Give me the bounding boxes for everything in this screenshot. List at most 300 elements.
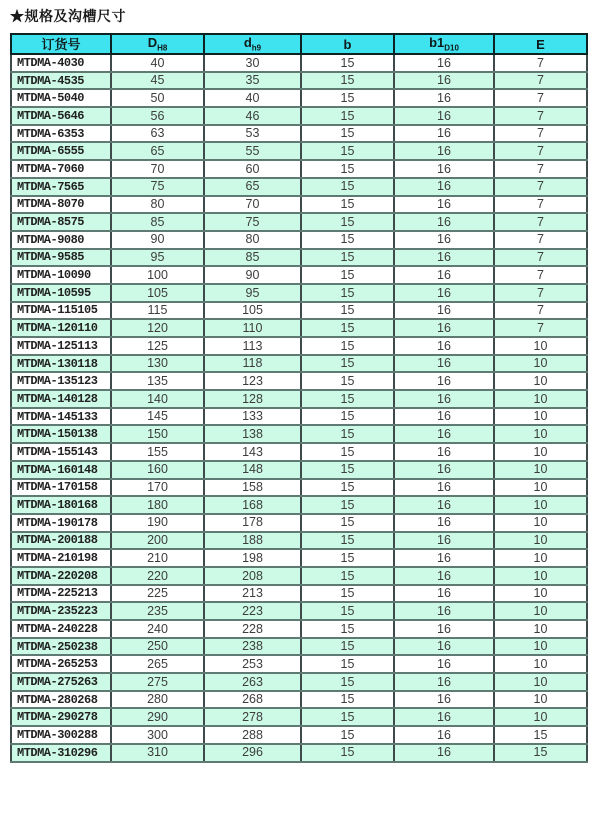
table-row [11, 620, 587, 638]
table-row [11, 54, 587, 72]
cell-order-no: MTDMA-170158 [11, 479, 111, 497]
cell-D: 140 [111, 390, 204, 408]
cell-E: 7 [494, 302, 587, 320]
cell-b1: 16 [394, 638, 494, 656]
table-row [11, 425, 587, 443]
cell-order-no: MTDMA-290278 [11, 708, 111, 726]
cell-d: 128 [204, 390, 301, 408]
cell-b1: 16 [394, 160, 494, 178]
col-header-d [204, 34, 301, 54]
table-row [11, 567, 587, 585]
cell-D: 85 [111, 213, 204, 231]
cell-b: 15 [301, 89, 394, 107]
cell-b1: 16 [394, 89, 494, 107]
cell-E: 7 [494, 160, 587, 178]
cell-order-no: MTDMA-190178 [11, 514, 111, 532]
cell-d: 158 [204, 479, 301, 497]
cell-d: 40 [204, 89, 301, 107]
table-row [11, 196, 587, 214]
cell-b: 15 [301, 532, 394, 550]
cell-b: 15 [301, 638, 394, 656]
cell-D: 250 [111, 638, 204, 656]
cell-b: 15 [301, 602, 394, 620]
cell-b: 15 [301, 408, 394, 426]
cell-b: 15 [301, 372, 394, 390]
col-header-b1 [394, 34, 494, 54]
cell-b1: 16 [394, 390, 494, 408]
cell-D: 70 [111, 160, 204, 178]
cell-b: 15 [301, 691, 394, 709]
cell-d: 168 [204, 496, 301, 514]
cell-order-no: MTDMA-180168 [11, 496, 111, 514]
cell-b1: 16 [394, 319, 494, 337]
cell-order-no: MTDMA-8575 [11, 213, 111, 231]
cell-b1: 16 [394, 514, 494, 532]
cell-order-no: MTDMA-120110 [11, 319, 111, 337]
cell-d: 65 [204, 178, 301, 196]
cell-order-no: MTDMA-310296 [11, 744, 111, 762]
cell-b1: 16 [394, 602, 494, 620]
cell-d: 35 [204, 72, 301, 90]
cell-b: 15 [301, 337, 394, 355]
cell-b1: 16 [394, 213, 494, 231]
cell-d: 46 [204, 107, 301, 125]
cell-b: 15 [301, 425, 394, 443]
cell-D: 135 [111, 372, 204, 390]
cell-D: 145 [111, 408, 204, 426]
cell-E: 7 [494, 142, 587, 160]
cell-b1: 16 [394, 726, 494, 744]
table-row [11, 355, 587, 373]
cell-d: 85 [204, 249, 301, 267]
cell-E: 7 [494, 213, 587, 231]
cell-b1: 16 [394, 479, 494, 497]
cell-E: 10 [494, 691, 587, 709]
cell-b: 15 [301, 673, 394, 691]
cell-order-no: MTDMA-280268 [11, 691, 111, 709]
cell-b1: 16 [394, 585, 494, 603]
cell-E: 10 [494, 425, 587, 443]
cell-b1: 16 [394, 125, 494, 143]
cell-E: 10 [494, 496, 587, 514]
cell-D: 170 [111, 479, 204, 497]
table-row [11, 337, 587, 355]
cell-order-no: MTDMA-155143 [11, 443, 111, 461]
cell-b1: 16 [394, 107, 494, 125]
cell-E: 10 [494, 443, 587, 461]
cell-D: 265 [111, 655, 204, 673]
cell-d: 123 [204, 372, 301, 390]
cell-b: 15 [301, 567, 394, 585]
cell-b1: 16 [394, 655, 494, 673]
cell-E: 10 [494, 532, 587, 550]
cell-D: 225 [111, 585, 204, 603]
table-row [11, 160, 587, 178]
table-row [11, 125, 587, 143]
cell-b1: 16 [394, 691, 494, 709]
cell-D: 63 [111, 125, 204, 143]
cell-D: 56 [111, 107, 204, 125]
cell-order-no: MTDMA-4535 [11, 72, 111, 90]
table-row [11, 479, 587, 497]
cell-E: 10 [494, 372, 587, 390]
cell-E: 10 [494, 585, 587, 603]
cell-E: 7 [494, 266, 587, 284]
cell-D: 75 [111, 178, 204, 196]
cell-b1: 16 [394, 744, 494, 762]
cell-order-no: MTDMA-10090 [11, 266, 111, 284]
cell-D: 300 [111, 726, 204, 744]
cell-b: 15 [301, 620, 394, 638]
cell-d: 188 [204, 532, 301, 550]
cell-D: 275 [111, 673, 204, 691]
table-row [11, 213, 587, 231]
table-row [11, 266, 587, 284]
cell-order-no: MTDMA-6353 [11, 125, 111, 143]
cell-order-no: MTDMA-7060 [11, 160, 111, 178]
cell-d: 55 [204, 142, 301, 160]
col-header-label: b [343, 36, 352, 52]
cell-E: 10 [494, 355, 587, 373]
cell-d: 278 [204, 708, 301, 726]
cell-b: 15 [301, 355, 394, 373]
cell-d: 148 [204, 461, 301, 479]
cell-D: 65 [111, 142, 204, 160]
table-row [11, 443, 587, 461]
cell-E: 10 [494, 638, 587, 656]
cell-b1: 16 [394, 178, 494, 196]
table-row [11, 585, 587, 603]
cell-order-no: MTDMA-300288 [11, 726, 111, 744]
table-row [11, 319, 587, 337]
cell-D: 90 [111, 231, 204, 249]
cell-order-no: MTDMA-9080 [11, 231, 111, 249]
cell-d: 143 [204, 443, 301, 461]
table-row [11, 284, 587, 302]
cell-E: 10 [494, 337, 587, 355]
cell-order-no: MTDMA-8070 [11, 196, 111, 214]
table-row [11, 691, 587, 709]
cell-D: 45 [111, 72, 204, 90]
cell-order-no: MTDMA-225213 [11, 585, 111, 603]
cell-b: 15 [301, 125, 394, 143]
table-row [11, 390, 587, 408]
cell-order-no: MTDMA-115105 [11, 302, 111, 320]
cell-E: 10 [494, 461, 587, 479]
cell-E: 7 [494, 249, 587, 267]
cell-b: 15 [301, 231, 394, 249]
cell-b: 15 [301, 213, 394, 231]
cell-b1: 16 [394, 496, 494, 514]
cell-E: 7 [494, 107, 587, 125]
table-row [11, 514, 587, 532]
cell-b1: 16 [394, 372, 494, 390]
cell-b1: 16 [394, 337, 494, 355]
cell-d: 223 [204, 602, 301, 620]
cell-d: 178 [204, 514, 301, 532]
cell-b1: 16 [394, 408, 494, 426]
cell-b: 15 [301, 443, 394, 461]
cell-b1: 16 [394, 249, 494, 267]
cell-b1: 16 [394, 708, 494, 726]
cell-b: 15 [301, 585, 394, 603]
cell-b: 15 [301, 107, 394, 125]
cell-D: 80 [111, 196, 204, 214]
col-header-label: d [243, 34, 252, 50]
table-row [11, 72, 587, 90]
cell-b1: 16 [394, 266, 494, 284]
cell-D: 210 [111, 549, 204, 567]
cell-b1: 16 [394, 549, 494, 567]
cell-D: 95 [111, 249, 204, 267]
cell-E: 7 [494, 196, 587, 214]
cell-order-no: MTDMA-275263 [11, 673, 111, 691]
cell-b: 15 [301, 549, 394, 567]
section-title: ★规格及沟槽尺寸 [10, 8, 126, 24]
cell-order-no: MTDMA-250238 [11, 638, 111, 656]
cell-b: 15 [301, 726, 394, 744]
cell-D: 190 [111, 514, 204, 532]
cell-b1: 16 [394, 72, 494, 90]
cell-D: 310 [111, 744, 204, 762]
cell-E: 10 [494, 479, 587, 497]
table-row [11, 249, 587, 267]
cell-b1: 16 [394, 302, 494, 320]
cell-order-no: MTDMA-135123 [11, 372, 111, 390]
cell-d: 90 [204, 266, 301, 284]
cell-E: 10 [494, 567, 587, 585]
cell-b: 15 [301, 160, 394, 178]
cell-d: 133 [204, 408, 301, 426]
cell-d: 105 [204, 302, 301, 320]
cell-E: 10 [494, 602, 587, 620]
cell-d: 53 [204, 125, 301, 143]
cell-D: 280 [111, 691, 204, 709]
cell-b1: 16 [394, 461, 494, 479]
cell-b: 15 [301, 461, 394, 479]
cell-b1: 16 [394, 567, 494, 585]
cell-E: 7 [494, 319, 587, 337]
table-row [11, 638, 587, 656]
cell-D: 125 [111, 337, 204, 355]
cell-b1: 16 [394, 443, 494, 461]
table-row [11, 549, 587, 567]
table-row [11, 89, 587, 107]
cell-D: 290 [111, 708, 204, 726]
cell-D: 120 [111, 319, 204, 337]
header-row [11, 34, 587, 54]
cell-D: 40 [111, 54, 204, 72]
table-row [11, 726, 587, 744]
cell-b1: 16 [394, 284, 494, 302]
cell-order-no: MTDMA-5646 [11, 107, 111, 125]
cell-d: 138 [204, 425, 301, 443]
cell-order-no: MTDMA-150138 [11, 425, 111, 443]
cell-order-no: MTDMA-125113 [11, 337, 111, 355]
table-row [11, 107, 587, 125]
cell-order-no: MTDMA-210198 [11, 549, 111, 567]
cell-b: 15 [301, 744, 394, 762]
cell-b: 15 [301, 54, 394, 72]
cell-order-no: MTDMA-200188 [11, 532, 111, 550]
cell-d: 113 [204, 337, 301, 355]
cell-E: 10 [494, 408, 587, 426]
cell-E: 7 [494, 89, 587, 107]
col-header-label: D [147, 34, 158, 50]
cell-b: 15 [301, 390, 394, 408]
cell-order-no: MTDMA-130118 [11, 355, 111, 373]
cell-E: 7 [494, 72, 587, 90]
cell-D: 160 [111, 461, 204, 479]
cell-D: 235 [111, 602, 204, 620]
cell-b1: 16 [394, 425, 494, 443]
cell-d: 30 [204, 54, 301, 72]
cell-D: 200 [111, 532, 204, 550]
cell-D: 50 [111, 89, 204, 107]
cell-E: 7 [494, 125, 587, 143]
cell-order-no: MTDMA-160148 [11, 461, 111, 479]
cell-E: 10 [494, 620, 587, 638]
cell-E: 15 [494, 744, 587, 762]
table-row [11, 408, 587, 426]
cell-b: 15 [301, 196, 394, 214]
cell-d: 75 [204, 213, 301, 231]
cell-b1: 16 [394, 355, 494, 373]
cell-E: 7 [494, 284, 587, 302]
cell-b1: 16 [394, 196, 494, 214]
col-header-D [111, 34, 204, 54]
col-header-label: E [536, 36, 545, 52]
cell-b: 15 [301, 514, 394, 532]
cell-b: 15 [301, 708, 394, 726]
cell-D: 115 [111, 302, 204, 320]
cell-d: 288 [204, 726, 301, 744]
cell-order-no: MTDMA-265253 [11, 655, 111, 673]
cell-d: 296 [204, 744, 301, 762]
cell-b: 15 [301, 302, 394, 320]
cell-order-no: MTDMA-6555 [11, 142, 111, 160]
table-row [11, 673, 587, 691]
cell-b: 15 [301, 266, 394, 284]
cell-order-no: MTDMA-4030 [11, 54, 111, 72]
cell-D: 240 [111, 620, 204, 638]
table-row [11, 496, 587, 514]
cell-b: 15 [301, 249, 394, 267]
cell-b: 15 [301, 178, 394, 196]
table-row [11, 532, 587, 550]
cell-D: 155 [111, 443, 204, 461]
spec-table-header [11, 34, 587, 54]
col-header-b [301, 34, 394, 54]
cell-D: 150 [111, 425, 204, 443]
table-row [11, 372, 587, 390]
table-row [11, 231, 587, 249]
cell-b: 15 [301, 479, 394, 497]
table-row [11, 744, 587, 762]
cell-b1: 16 [394, 673, 494, 691]
cell-d: 95 [204, 284, 301, 302]
cell-E: 10 [494, 655, 587, 673]
table-row [11, 461, 587, 479]
spec-table [10, 33, 588, 763]
cell-b: 15 [301, 142, 394, 160]
cell-d: 198 [204, 549, 301, 567]
cell-order-no: MTDMA-145133 [11, 408, 111, 426]
cell-d: 213 [204, 585, 301, 603]
cell-D: 180 [111, 496, 204, 514]
cell-d: 238 [204, 638, 301, 656]
cell-b1: 16 [394, 231, 494, 249]
table-row [11, 302, 587, 320]
cell-E: 10 [494, 390, 587, 408]
cell-order-no: MTDMA-140128 [11, 390, 111, 408]
cell-b: 15 [301, 496, 394, 514]
col-header-subscript: D10 [444, 43, 459, 53]
cell-order-no: MTDMA-235223 [11, 602, 111, 620]
cell-E: 7 [494, 54, 587, 72]
cell-E: 10 [494, 708, 587, 726]
cell-d: 80 [204, 231, 301, 249]
table-row [11, 708, 587, 726]
table-row [11, 602, 587, 620]
cell-D: 100 [111, 266, 204, 284]
table-row [11, 178, 587, 196]
cell-d: 263 [204, 673, 301, 691]
cell-b1: 16 [394, 532, 494, 550]
table-row [11, 655, 587, 673]
cell-order-no: MTDMA-5040 [11, 89, 111, 107]
cell-order-no: MTDMA-220208 [11, 567, 111, 585]
cell-E: 7 [494, 178, 587, 196]
cell-order-no: MTDMA-9585 [11, 249, 111, 267]
cell-d: 253 [204, 655, 301, 673]
col-header-E [494, 34, 587, 54]
cell-b: 15 [301, 319, 394, 337]
cell-E: 15 [494, 726, 587, 744]
cell-b1: 16 [394, 620, 494, 638]
table-row [11, 142, 587, 160]
cell-d: 70 [204, 196, 301, 214]
cell-D: 220 [111, 567, 204, 585]
cell-d: 110 [204, 319, 301, 337]
cell-order-no: MTDMA-7565 [11, 178, 111, 196]
cell-E: 7 [494, 231, 587, 249]
cell-d: 118 [204, 355, 301, 373]
cell-D: 105 [111, 284, 204, 302]
cell-E: 10 [494, 514, 587, 532]
col-header-label: b1 [429, 34, 445, 50]
cell-b: 15 [301, 655, 394, 673]
cell-d: 228 [204, 620, 301, 638]
cell-order-no: MTDMA-10595 [11, 284, 111, 302]
cell-E: 10 [494, 549, 587, 567]
col-header-subscript: H8 [157, 43, 168, 53]
cell-b1: 16 [394, 142, 494, 160]
cell-d: 268 [204, 691, 301, 709]
cell-D: 130 [111, 355, 204, 373]
col-header-subscript: h9 [251, 43, 262, 53]
col-header-order-no [11, 34, 111, 54]
cell-d: 60 [204, 160, 301, 178]
cell-b: 15 [301, 72, 394, 90]
spec-table-body [11, 54, 587, 762]
cell-b1: 16 [394, 54, 494, 72]
cell-E: 10 [494, 673, 587, 691]
cell-order-no: MTDMA-240228 [11, 620, 111, 638]
col-header-label: 订货号 [41, 36, 81, 52]
cell-d: 208 [204, 567, 301, 585]
cell-b: 15 [301, 284, 394, 302]
